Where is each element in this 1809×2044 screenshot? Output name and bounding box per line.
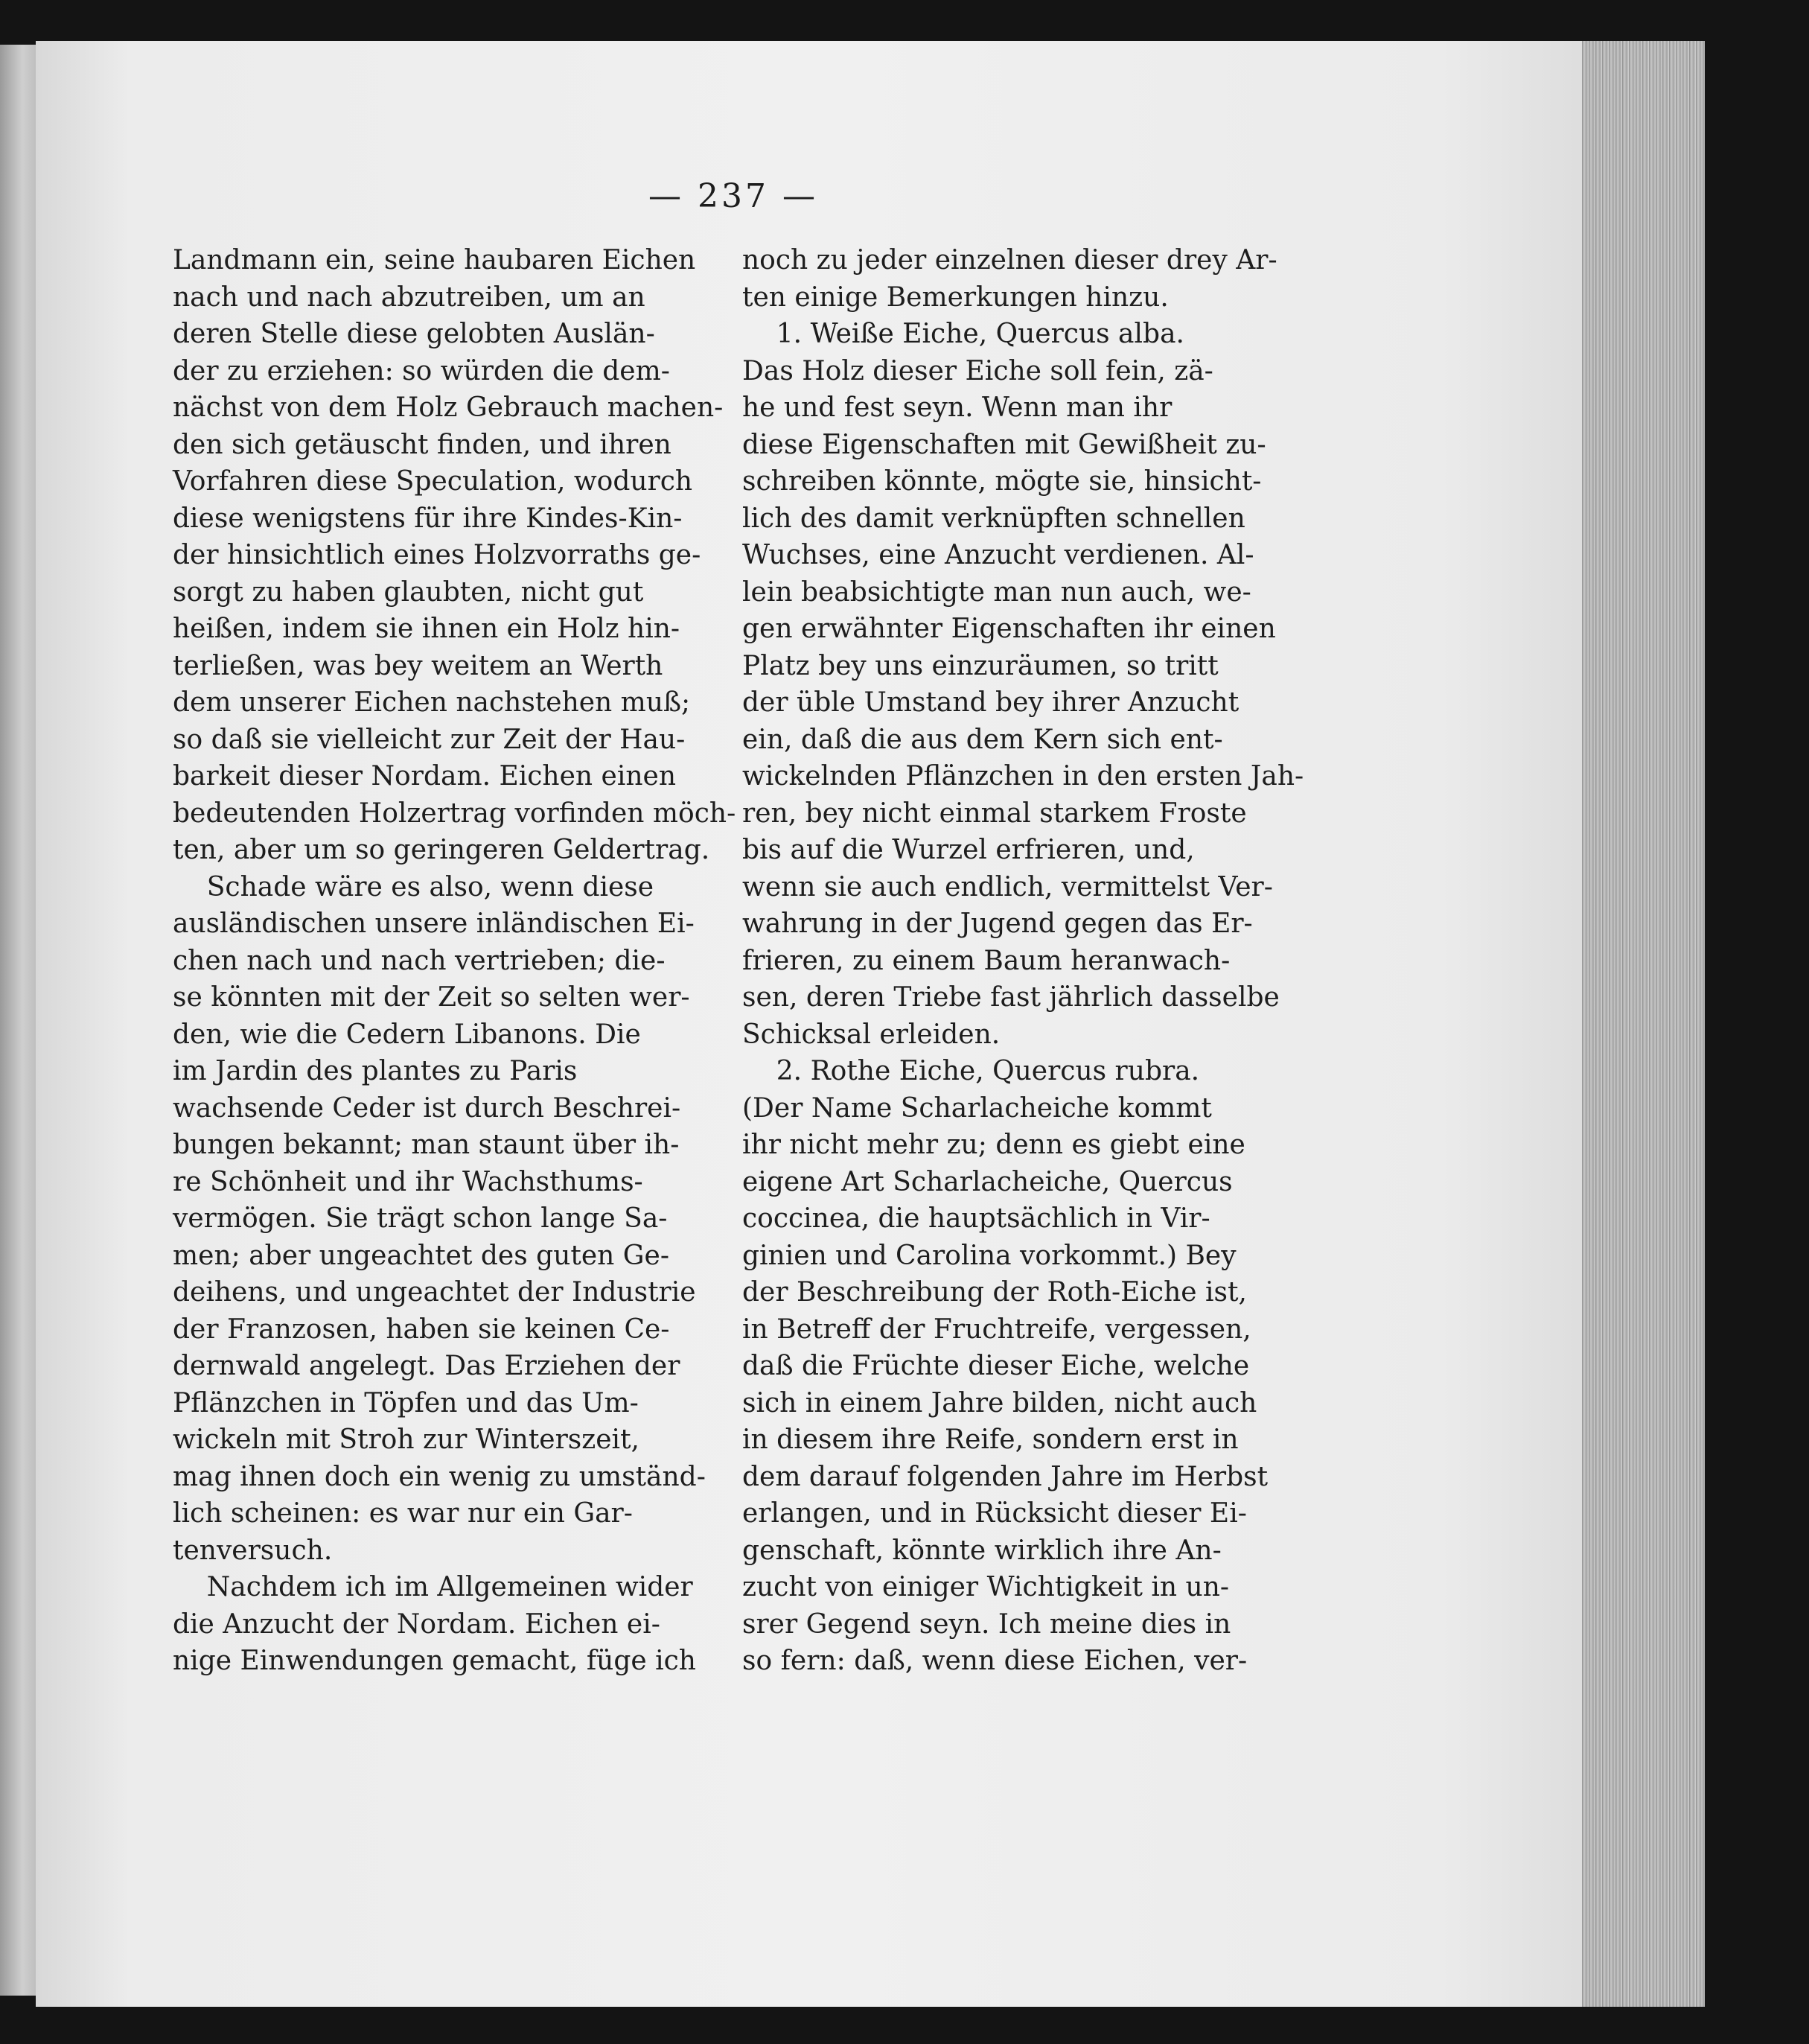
text-line: gen erwähnter Eigenschaften ihr einen	[742, 614, 1276, 644]
text-line: 1. Weiße Eiche, Quercus alba.	[742, 319, 1184, 349]
text-line: Vorfahren diese Speculation, wodurch	[173, 466, 693, 497]
text-line: heißen, indem sie ihnen ein Holz hin-	[173, 614, 680, 644]
text-line: den sich getäuscht finden, und ihren	[173, 429, 671, 460]
text-line: der zu erziehen: so würden die dem-	[173, 355, 670, 386]
text-line: der hinsichtlich eines Holzvorraths ge-	[173, 540, 701, 570]
text-line: in diesem ihre Reife, sondern erst in	[742, 1424, 1239, 1455]
text-line: so daß sie vielleicht zur Zeit der Hau-	[173, 724, 686, 755]
text-line: bungen bekannt; man staunt über ih-	[173, 1130, 680, 1160]
text-line: in Betreff der Fruchtreife, vergessen,	[742, 1314, 1251, 1345]
text-line: men; aber ungeachtet des guten Ge-	[173, 1240, 670, 1271]
text-line: deihens, und ungeachtet der Industrie	[173, 1277, 696, 1308]
text-line: nach und nach abzutreiben, um an	[173, 281, 645, 313]
text-line: lich scheinen: es war nur ein Gar-	[173, 1498, 633, 1529]
text-line: (Der Name Scharlacheiche kommt	[742, 1092, 1212, 1124]
text-line: sich in einem Jahre bilden, nicht auch	[742, 1387, 1257, 1419]
text-line: barkeit dieser Nordam. Eichen einen	[173, 761, 677, 792]
text-line: Platz bey uns einzuräumen, so tritt	[742, 650, 1219, 681]
text-line: re Schönheit und ihr Wachsthums-	[173, 1166, 643, 1197]
text-line: Schicksal erleiden.	[742, 1019, 1001, 1050]
text-line: der üble Umstand bey ihrer Anzucht	[742, 687, 1240, 718]
text-line: erlangen, und in Rücksicht dieser Ei-	[742, 1498, 1247, 1529]
text-line: Das Holz dieser Eiche soll fein, zä-	[742, 355, 1213, 386]
text-line: ginien und Carolina vorkommt.) Bey	[742, 1240, 1237, 1271]
text-line: Wuchses, eine Anzucht verdienen. Al-	[742, 540, 1254, 570]
text-line: Landmann ein, seine haubaren Eichen	[173, 245, 696, 276]
facing-page-edge	[0, 45, 37, 1996]
text-line: wachsende Ceder ist durch Beschrei-	[173, 1092, 681, 1124]
right-text-column	[742, 242, 1304, 1680]
text-line: lein beabsichtigte man nun auch, we-	[742, 576, 1251, 608]
page-fore-edge	[1582, 41, 1705, 2007]
text-line: noch zu jeder einzelnen dieser drey Ar-	[742, 245, 1277, 276]
text-line: srer Gegend seyn. Ich meine dies in	[742, 1608, 1231, 1640]
text-line: sorgt zu haben glaubten, nicht gut	[173, 576, 644, 608]
text-line: Nachdem ich im Allgemeinen wider	[173, 1572, 693, 1602]
page-number: — 237 —	[648, 177, 818, 215]
text-line: se könnten mit der Zeit so selten wer-	[173, 982, 690, 1013]
text-line: daß die Früchte dieser Eiche, welche	[742, 1351, 1250, 1381]
text-line: ren, bey nicht einmal starkem Froste	[742, 797, 1247, 829]
text-line: terließen, was bey weitem an Werth	[173, 650, 663, 681]
text-line: nächst von dem Holz Gebrauch machen-	[173, 392, 724, 423]
text-line: tenversuch.	[173, 1535, 333, 1566]
text-line: bedeutenden Holzertrag vorfinden möch-	[173, 797, 736, 829]
text-line: lich des damit verknüpften schnellen	[742, 503, 1245, 534]
text-line: genschaft, könnte wirklich ihre An-	[742, 1535, 1222, 1566]
text-line: vermögen. Sie trägt schon lange Sa-	[173, 1203, 668, 1234]
text-line: diese Eigenschaften mit Gewißheit zu-	[742, 429, 1266, 460]
text-line: 2. Rothe Eiche, Quercus rubra.	[742, 1056, 1200, 1086]
text-line: wahrung in der Jugend gegen das Er-	[742, 908, 1253, 939]
text-line: zucht von einiger Wichtigkeit in un-	[742, 1572, 1230, 1602]
text-line: Pflänzchen in Töpfen und das Um-	[173, 1387, 639, 1419]
text-line: schreiben könnte, mögte sie, hinsicht-	[742, 466, 1262, 497]
text-line: bis auf die Wurzel erfrieren, und,	[742, 835, 1195, 865]
text-line: ihr nicht mehr zu; denn es giebt eine	[742, 1130, 1245, 1160]
text-line: wickeln mit Stroh zur Winterszeit,	[173, 1424, 639, 1455]
left-text-column	[173, 242, 736, 1680]
text-line: ein, daß die aus dem Kern sich ent-	[742, 724, 1223, 755]
text-line: sen, deren Triebe fast jährlich dasselbe	[742, 982, 1280, 1013]
text-line: dernwald angelegt. Das Erziehen der	[173, 1351, 680, 1381]
text-line: mag ihnen doch ein wenig zu umständ-	[173, 1461, 706, 1492]
text-line: so fern: daß, wenn diese Eichen, ver-	[742, 1646, 1248, 1676]
text-line: den, wie die Cedern Libanons. Die	[173, 1019, 641, 1050]
text-line: he und fest seyn. Wenn man ihr	[742, 392, 1172, 423]
text-line: der Franzosen, haben sie keinen Ce-	[173, 1314, 670, 1345]
text-line: ausländischen unsere inländischen Ei-	[173, 908, 695, 939]
text-line: ten, aber um so geringeren Geldertrag.	[173, 835, 710, 865]
text-line: wenn sie auch endlich, vermittelst Ver-	[742, 871, 1273, 902]
text-line: der Beschreibung der Roth-Eiche ist,	[742, 1277, 1247, 1308]
text-line: coccinea, die hauptsächlich in Vir-	[742, 1203, 1210, 1234]
text-line: ten einige Bemerkungen hinzu.	[742, 281, 1169, 313]
text-line: deren Stelle diese gelobten Auslän-	[173, 319, 655, 349]
text-line: diese wenigstens für ihre Kindes-Kin-	[173, 503, 683, 534]
text-line: nige Einwendungen gemacht, füge ich	[173, 1646, 696, 1676]
text-line: dem unserer Eichen nachstehen muß;	[173, 687, 691, 718]
text-line: im Jardin des plantes zu Paris	[173, 1056, 578, 1086]
text-line: die Anzucht der Nordam. Eichen ei-	[173, 1608, 660, 1640]
text-line: frieren, zu einem Baum heranwach-	[742, 945, 1231, 976]
text-line: eigene Art Scharlacheiche, Quercus	[742, 1166, 1233, 1197]
text-line: Schade wäre es also, wenn diese	[173, 871, 654, 902]
text-line: wickelnden Pflänzchen in den ersten Jah-	[742, 761, 1304, 792]
text-line: dem darauf folgenden Jahre im Herbst	[742, 1461, 1269, 1492]
text-line: chen nach und nach vertrieben; die-	[173, 945, 666, 976]
